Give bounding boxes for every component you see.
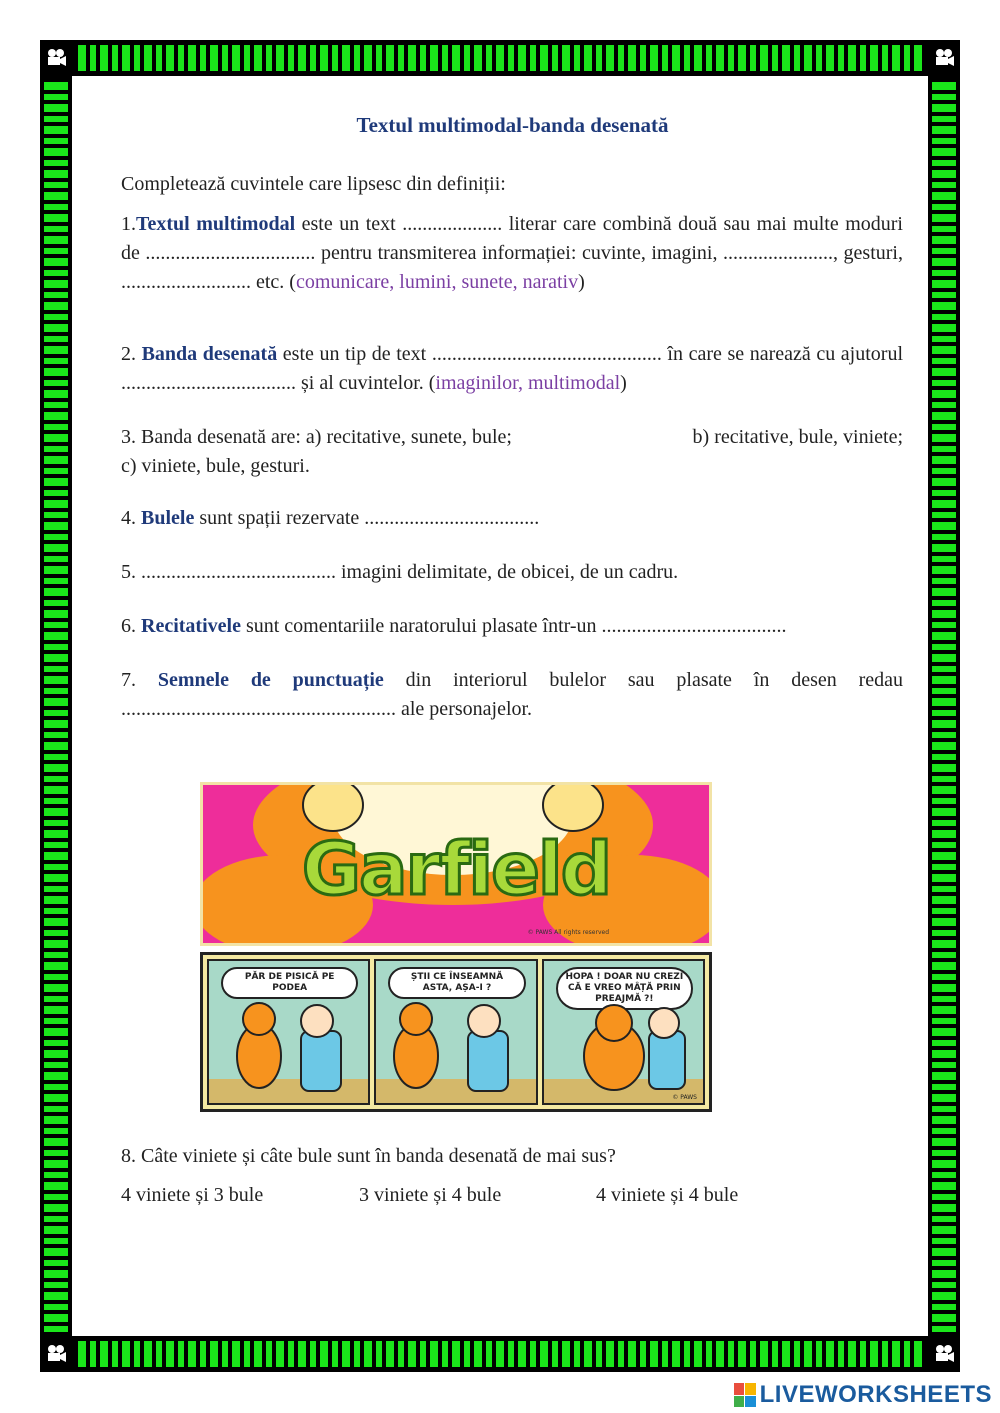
term-recitativele: Recitativele xyxy=(141,615,241,637)
liveworksheets-logo xyxy=(734,1381,992,1409)
question-8: 8. Câte viniete și câte bule sunt în banda desenată de mai sus? xyxy=(121,1145,616,1167)
term-semnele-de-punctuatie: Semnele de punctuație xyxy=(157,669,384,691)
answer-option[interactable]: 3 viniete și 4 bule xyxy=(359,1184,502,1206)
speech-bubble: PĂR DE PISICĂ PE PODEA xyxy=(221,967,358,999)
comic-panel-1 xyxy=(207,959,370,1105)
camera-icon xyxy=(40,1336,72,1372)
question-6: 6. Recitativele sunt comentariile naratorului plasate într-un ..................................... xyxy=(121,615,787,637)
term-textul-multimodal: Textul multimodal xyxy=(136,213,296,235)
panel-1-art xyxy=(209,961,369,1105)
panel-2-art xyxy=(376,961,536,1105)
question-5: 5. ....................................... imagini delimitate, de obicei, de un cadru. xyxy=(121,561,679,583)
garfield-banner xyxy=(200,782,712,946)
q3-option-c: c) viniete, bule, gesturi. xyxy=(121,455,310,477)
camera-icon xyxy=(40,40,72,76)
answer-option[interactable]: 4 viniete și 3 bule xyxy=(121,1184,264,1206)
camera-icon xyxy=(928,1336,960,1372)
border-left xyxy=(40,76,72,1336)
comic-strip xyxy=(200,952,712,1112)
panel-3-art xyxy=(544,961,704,1105)
garfield-comic xyxy=(200,782,712,1112)
border-top xyxy=(72,40,928,76)
answer-option[interactable]: 4 viniete și 4 bule xyxy=(596,1184,739,1206)
question-7: 7. Semnele de punctuație din interiorul bulelor sau plasate în desen redau ....................................................... ale personajelor. xyxy=(121,669,903,720)
term-banda-desenata: Banda desenată xyxy=(141,343,278,365)
q3-option-a: 3. Banda desenată are: a) recitative, sunete, bule; xyxy=(121,426,512,448)
instruction: Completează cuvintele care lipsesc din definiții: xyxy=(121,173,506,195)
word-bank: imaginilor, multimodal xyxy=(435,372,621,394)
question-1: 1.Textul multimodal este un text .................... literar care combină două sau mai multe moduri de .................................. pentru transmiterea informației: cuvinte, imagini, ......................, gesturi, .......................... etc. (comunicare, lumini, sunete, narativ) xyxy=(121,213,903,293)
copyright: © PAWS All rights reserved xyxy=(527,929,609,936)
border-right xyxy=(928,76,960,1336)
garfield-logo: Garfield xyxy=(301,827,611,911)
comic-panel-2 xyxy=(374,959,537,1105)
brand-name: LIVEWORKSHEETS xyxy=(759,1381,992,1408)
question-4: 4. Bulele sunt spații rezervate ................................... xyxy=(121,507,540,529)
question-3 xyxy=(121,423,903,481)
term-bulele: Bulele xyxy=(141,507,195,529)
camera-icon xyxy=(928,40,960,76)
q3-option-b: b) recitative, bule, viniete; xyxy=(692,426,903,448)
border-bottom xyxy=(72,1336,928,1372)
word-bank: comunicare, lumini, sunete, narativ xyxy=(295,271,579,293)
comic-panel-3 xyxy=(542,959,705,1105)
speech-bubble: HOPA ! DOAR NU CREZI CĂ E VREO MÂȚĂ PRIN PREAJMĂ ?! xyxy=(556,967,693,1010)
question-2: 2. Banda desenată este un tip de text .............................................. în care se narează cu ajutorul ................................... și al cuvintelor. (imaginilor, multimodal) xyxy=(121,343,904,394)
page-title: Textul multimodal-banda desenată xyxy=(356,113,669,137)
speech-bubble: ȘTII CE ÎNSEAMNĂ ASTA, AȘA-I ? xyxy=(388,967,525,999)
panel-credit: © PAWS xyxy=(672,1094,697,1101)
liveworksheets-mark-icon xyxy=(734,1383,756,1407)
